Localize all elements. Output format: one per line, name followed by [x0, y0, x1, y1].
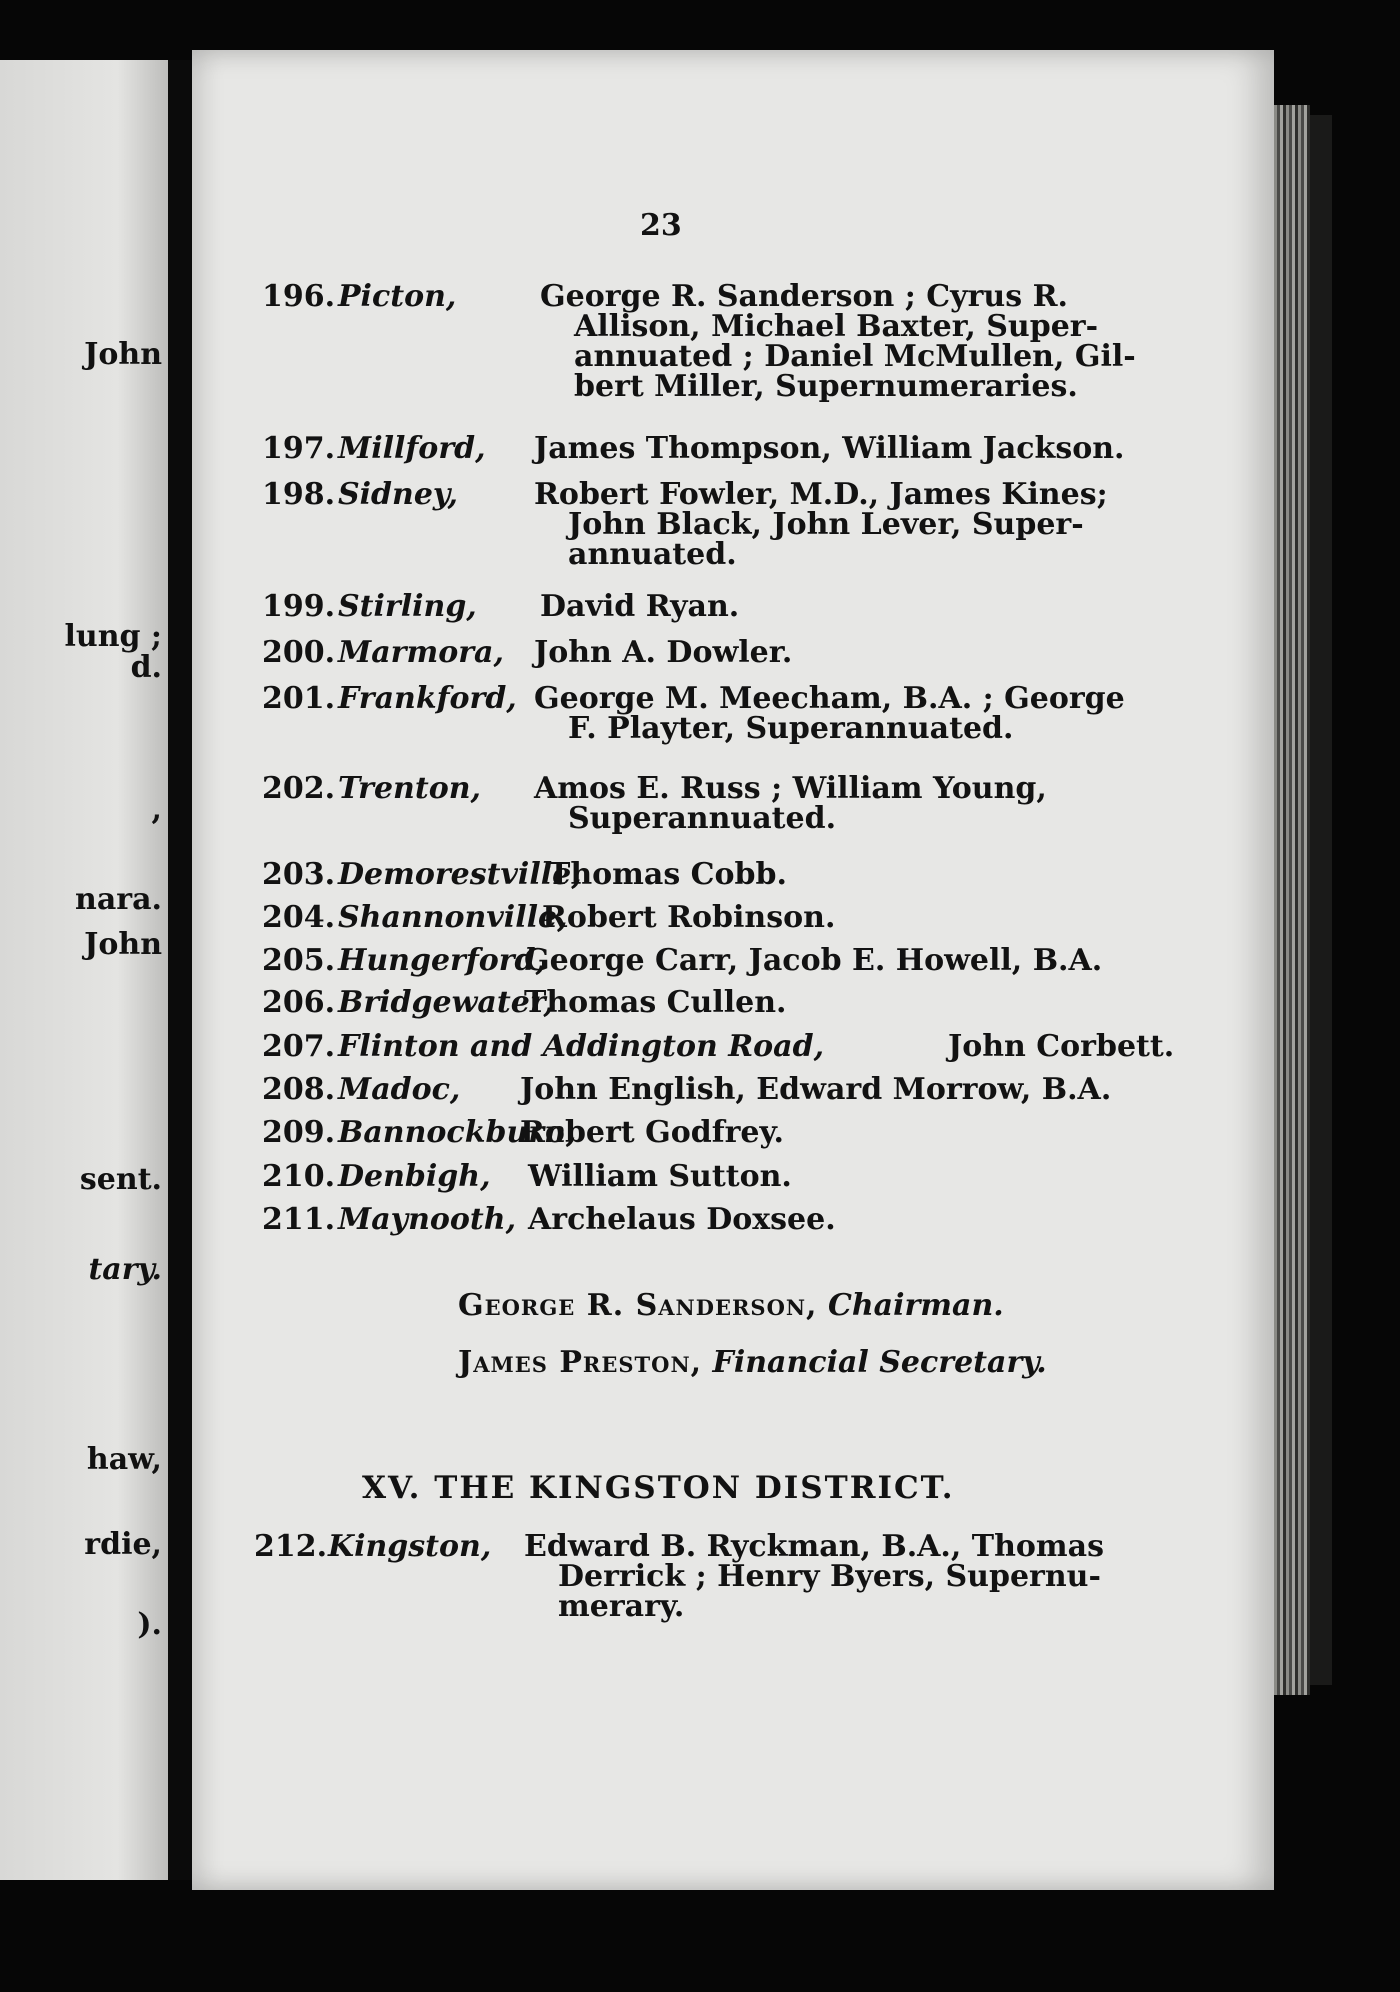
circuit-name: Madoc, — [338, 1072, 461, 1107]
circuit-name: Demorestville, — [338, 857, 582, 892]
name-line: William Sutton. — [528, 1159, 792, 1194]
chairman-name: George R. Sanderson, — [458, 1288, 818, 1323]
secretary-name: James Preston, — [458, 1345, 703, 1380]
minister-names — [542, 900, 836, 935]
entry-number: 199. — [262, 589, 336, 624]
name-line: Amos E. Russ ; William Young, — [534, 771, 1047, 806]
minister-names — [540, 279, 1136, 404]
circuit-name: Denbigh, — [338, 1159, 491, 1194]
prev-page-text: sent. — [79, 1162, 162, 1197]
entry-number: 202. — [262, 771, 336, 806]
name-line: merary. — [558, 1589, 685, 1624]
circuit-name: Frankford, — [338, 681, 517, 716]
circuit-name: Stirling, — [338, 589, 477, 624]
entry-number: 205. — [262, 943, 336, 978]
name-line: James Thompson, William Jackson. — [534, 431, 1125, 466]
minister-names — [534, 771, 1047, 836]
name-line: Thomas Cullen. — [524, 985, 787, 1020]
minister-names — [948, 1029, 1175, 1064]
entry-number: 206. — [262, 985, 336, 1020]
name-line: bert Miller, Supernumeraries. — [574, 369, 1078, 404]
entry-number: 200. — [262, 635, 336, 670]
entry-number: 201. — [262, 681, 336, 716]
name-line: John A. Dowler. — [534, 635, 793, 670]
name-line: John English, Edward Morrow, B.A. — [520, 1072, 1112, 1107]
minister-names — [534, 477, 1108, 572]
entry-number: 209. — [262, 1115, 336, 1150]
entry-number: 207. — [262, 1029, 336, 1064]
circuit-name: Marmora, — [338, 635, 504, 670]
prev-page-text: tary. — [88, 1252, 162, 1287]
name-line: Edward B. Ryckman, B.A., Thomas — [524, 1529, 1104, 1564]
circuit-name: Bridgewater, — [338, 985, 554, 1020]
name-line: Robert Fowler, M.D., James Kines; — [534, 477, 1108, 512]
minister-names — [528, 1159, 792, 1194]
name-line: F. Playter, Superannuated. — [568, 711, 1014, 746]
signature-chairman — [458, 1288, 1004, 1323]
entry-number: 203. — [262, 857, 336, 892]
prev-page-text: John — [84, 337, 162, 372]
entry-number: 211. — [262, 1202, 336, 1237]
prev-page-text: John — [84, 927, 162, 962]
prev-page-text: , — [151, 792, 162, 827]
circuit-name: Shannonville, — [338, 900, 568, 935]
name-line: George R. Sanderson ; Cyrus R. — [540, 279, 1068, 314]
name-line: John Black, John Lever, Super- — [568, 507, 1084, 542]
name-line: Derrick ; Henry Byers, Supernu- — [558, 1559, 1101, 1594]
circuit-name: Maynooth, — [338, 1202, 517, 1237]
minister-names — [524, 943, 1103, 978]
entry-number: 208. — [262, 1072, 336, 1107]
circuit-name: Bannockburn, — [338, 1115, 577, 1150]
name-line: annuated ; Daniel McMullen, Gil- — [574, 339, 1136, 374]
prev-page-text: rdie, — [84, 1527, 162, 1562]
secretary-role: Financial Secretary. — [712, 1345, 1047, 1380]
circuit-name: Hungerford, — [338, 943, 546, 978]
name-line: George M. Meecham, B.A. ; George — [534, 681, 1125, 716]
name-line: Archelaus Doxsee. — [528, 1202, 836, 1237]
book-gutter — [168, 60, 192, 1880]
page-number: 23 — [640, 208, 682, 243]
minister-names — [540, 589, 740, 624]
name-line: David Ryan. — [540, 589, 740, 624]
name-line: Thomas Cobb. — [548, 857, 787, 892]
minister-names — [524, 985, 787, 1020]
name-line: Allison, Michael Baxter, Super- — [574, 309, 1099, 344]
prev-page-text: ). — [137, 1607, 162, 1642]
circuit-name: Trenton, — [338, 771, 481, 806]
circuit-name: Kingston, — [328, 1529, 492, 1564]
minister-names — [524, 1529, 1104, 1624]
minister-names — [534, 635, 793, 670]
minister-names — [534, 681, 1125, 746]
entry-number: 210. — [262, 1159, 336, 1194]
entry-number: 197. — [262, 431, 336, 466]
previous-page-fragment — [0, 60, 168, 1880]
entry-number: 204. — [262, 900, 336, 935]
name-line: George Carr, Jacob E. Howell, B.A. — [524, 943, 1103, 978]
entry-number: 198. — [262, 477, 336, 512]
circuit-name: Picton, — [338, 279, 457, 314]
minister-names — [520, 1115, 784, 1150]
prev-page-text: haw, — [86, 1442, 162, 1477]
minister-names — [520, 1072, 1112, 1107]
circuit-name: Millford, — [338, 431, 486, 466]
name-line: annuated. — [568, 537, 737, 572]
minister-names — [548, 857, 787, 892]
book-cover-edge — [1310, 115, 1332, 1685]
prev-page-text: lung ; — [64, 619, 162, 654]
prev-page-text: d. — [130, 650, 162, 685]
entry-number: 212. — [254, 1529, 328, 1564]
entry-number: 196. — [262, 279, 336, 314]
circuit-name: Flinton and Addington Road, — [338, 1029, 825, 1064]
signature-financial-secretary — [458, 1345, 1047, 1380]
name-line: John Corbett. — [948, 1029, 1175, 1064]
name-line: Robert Robinson. — [542, 900, 836, 935]
minister-names — [534, 431, 1125, 466]
chairman-role: Chairman. — [827, 1288, 1004, 1323]
page-edges — [1274, 105, 1310, 1695]
prev-page-text: nara. — [75, 882, 162, 917]
district-heading: XV. THE KINGSTON DISTRICT. — [362, 1470, 955, 1506]
minister-names — [528, 1202, 836, 1237]
name-line: Superannuated. — [568, 801, 837, 836]
circuit-name: Sidney, — [338, 477, 458, 512]
name-line: Robert Godfrey. — [520, 1115, 784, 1150]
